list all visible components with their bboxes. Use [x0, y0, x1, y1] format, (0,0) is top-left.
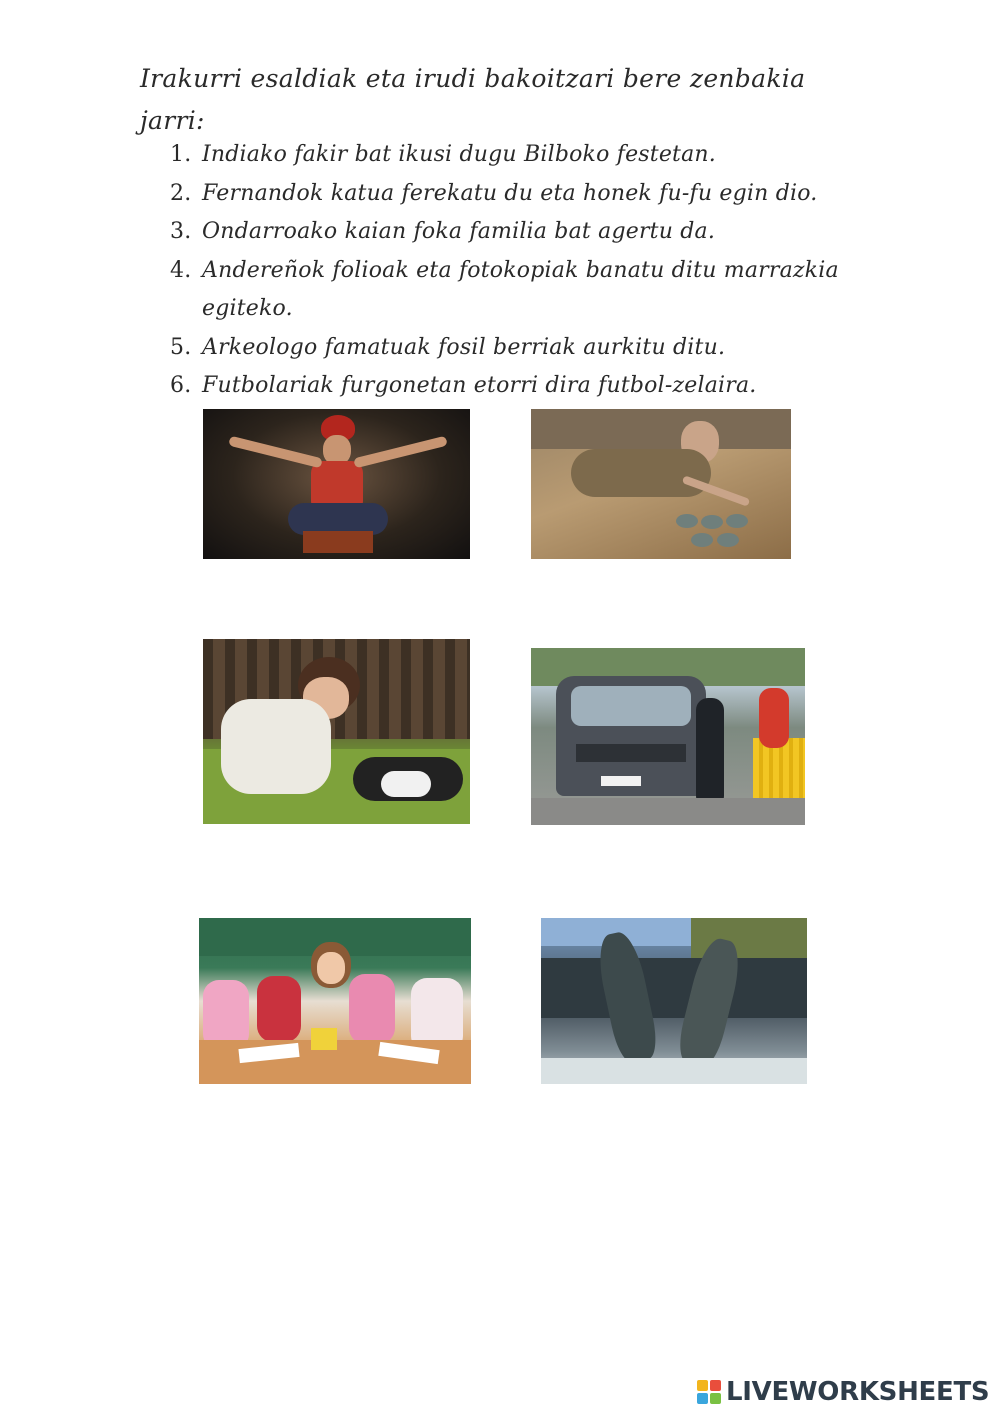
fossil-shape	[717, 533, 739, 547]
item-text: Arkeologo famatuak fosil berriak aurkitu ditu.	[202, 334, 726, 360]
item-number: 4.	[170, 257, 192, 283]
logo-square	[710, 1393, 721, 1404]
item-number: 1.	[170, 142, 192, 167]
fakir-photo[interactable]	[203, 409, 470, 559]
item-text: Futbolariak furgonetan etorri dira futbol-zelaira.	[202, 373, 757, 398]
archaeologist-photo[interactable]	[531, 409, 791, 559]
instructions-text: Irakurri esaldiak eta irudi bakoitzari bere zenbakia jarri:	[140, 64, 806, 135]
man-shape	[696, 698, 724, 808]
logo-square	[697, 1380, 708, 1391]
item-number: 3.	[170, 219, 192, 244]
list-item	[170, 329, 870, 368]
water-shape	[541, 1058, 807, 1084]
logo-square	[710, 1380, 721, 1391]
road-shape	[531, 798, 805, 825]
list-item	[170, 252, 870, 329]
shirt-shape	[221, 699, 331, 794]
fossil-shape	[691, 533, 713, 547]
list-item	[170, 213, 870, 252]
grille-shape	[576, 744, 686, 762]
fossil-shape	[701, 515, 723, 529]
liveworksheets-logo[interactable]	[697, 1377, 989, 1407]
item-text: Indiako fakir bat ikusi dugu Bilboko festetan.	[202, 142, 716, 167]
item-text: Andereñok folioak eta fotokopiak banatu ditu marrazkia egiteko.	[202, 257, 839, 321]
logo-text: LIVEWORKSHEETS	[726, 1377, 990, 1407]
van-photo[interactable]	[531, 648, 805, 825]
item-text: Ondarroako kaian foka familia bat agertu da.	[202, 219, 716, 244]
item-text: Fernandok katua ferekatu du eta honek fu-fu egin dio.	[202, 180, 818, 206]
item-number: 5.	[170, 334, 192, 360]
child-shape	[349, 974, 395, 1044]
wall-shape	[531, 409, 791, 449]
body-shape	[571, 449, 711, 497]
spectator-shape	[759, 688, 789, 748]
boy-cat-photo[interactable]	[203, 639, 470, 824]
pencil-cup-shape	[311, 1028, 337, 1050]
fossil-shape	[676, 514, 698, 528]
seals-photo[interactable]	[541, 918, 807, 1084]
logo-square	[697, 1393, 708, 1404]
classroom-photo[interactable]	[199, 918, 471, 1084]
item-number: 2.	[170, 180, 192, 206]
plate-shape	[601, 776, 641, 786]
logo-mark-icon	[697, 1380, 721, 1404]
cat-belly-shape	[381, 771, 431, 797]
list-item	[170, 175, 870, 214]
right-arm-shape	[353, 436, 448, 469]
item-number: 6.	[170, 373, 192, 398]
left-arm-shape	[228, 436, 323, 469]
nail-bed-shape	[303, 531, 373, 553]
rocks-shape	[541, 958, 807, 1018]
fossil-shape	[726, 514, 748, 528]
list-item	[170, 367, 870, 406]
sentence-list	[170, 136, 870, 406]
child-shape	[257, 976, 301, 1042]
teacher-face-shape	[317, 952, 345, 984]
windshield-shape	[571, 686, 691, 726]
list-item	[170, 136, 870, 175]
